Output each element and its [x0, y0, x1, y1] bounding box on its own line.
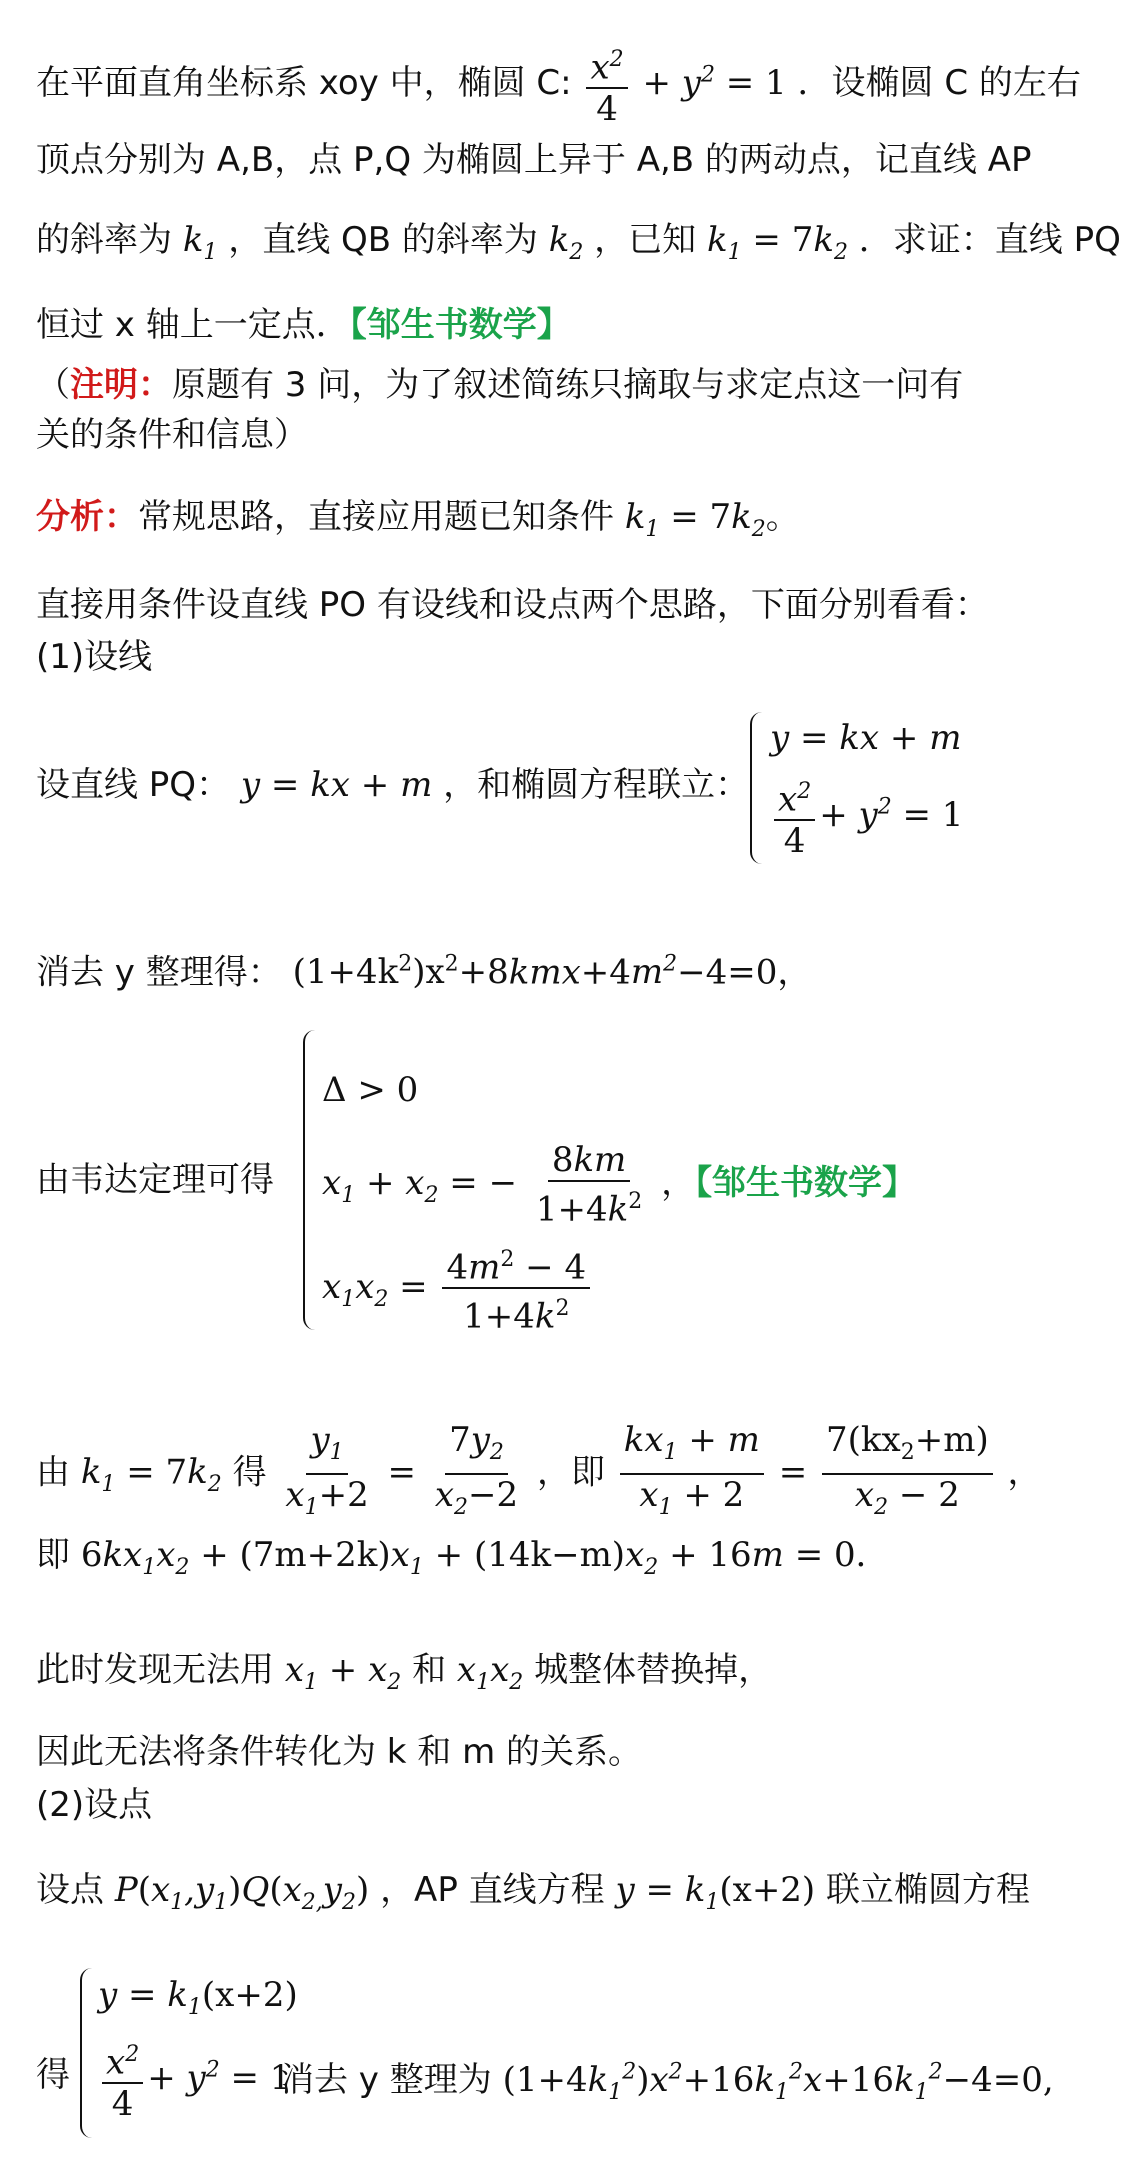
derive-line: 由 $k_1 = 7k_2$ 得 $\frac{y_1}{x_1+2}$ = $\frac{7y_2}{x_2-2}$ ，即 $\frac{kx_1 + m}{x_1 + 2}$ = $\frac{7(kx_2+m)}{x_2 - 2}$ ， [36, 1420, 1042, 1520]
therefore-line: 因此无法将条件转化为 k 和 m 的关系。 [36, 1732, 643, 1772]
ellipse-fraction: $\frac{x^2}{4}$ [586, 40, 627, 129]
system-brace [750, 712, 766, 864]
step-text: ，AP 直线方程 [380, 1870, 605, 1910]
brand-label: 【邹生书数学】 [349, 305, 571, 345]
vieta-eq-2: $x_1 + x_2$ = − $\frac{8km}{1+4k^2}$ ，【邹生书数学】 [322, 1140, 917, 1230]
approach-intro: 直接用条件设直线 PO 有设线和设点两个思路，下面分别看看： [36, 585, 989, 625]
part-2-heading: (2)设点 [36, 1785, 153, 1825]
final-eliminate: 消去 y 整理为 $(1+4k_1^2)x^2+16k_1^2x+16k_1^2-4=0$, [280, 2059, 1054, 2105]
problem-text: 恒过 x 轴上一定点． [36, 305, 350, 345]
step-text: 得 [36, 2055, 70, 2095]
step-text: 此时发现无法用 [36, 1650, 274, 1690]
problem-line-1: 在平面直角坐标系 xoy 中，椭圆 C: $\frac{x^2}{4}$ + $y^2 = 1$ ．设椭圆 C 的左右 [36, 40, 1060, 129]
step-text: 联立椭圆方程 [826, 1870, 1031, 1910]
part-1-heading: (1)设线 [36, 637, 153, 677]
problem-text: 的斜率为 [36, 220, 172, 260]
vieta-eq-1: Δ > 0 [322, 1070, 419, 1110]
set-line-pq: 设直线 PQ： y = kx + m ，和椭圆方程联立： [36, 765, 750, 805]
analysis-text: 常规思路，直接应用题已知条件 [138, 497, 614, 537]
step-text: 设直线 PQ： [36, 765, 231, 805]
step-text: 得 [232, 1452, 267, 1493]
problem-text: ，直线 QB 的斜率为 [228, 220, 538, 260]
problem-line-4 [36, 305, 1060, 345]
note-label: 注明： [70, 365, 172, 405]
step-text: 消去 y 整理为 [280, 2060, 492, 2100]
problem-text: ．求证：直线 PQ [858, 220, 1121, 260]
analysis-label: 分析： [36, 497, 138, 537]
note-text: 原题有 3 问，为了叙述简练只摘取与求定点这一问有 [172, 365, 964, 405]
system-eq-2: $\frac{x^2}{4}$ + $y^2 = 1$ [770, 772, 963, 861]
brand-label-2: 【邹生书数学】 [695, 1163, 917, 1204]
note-paren: （ [36, 365, 70, 405]
expanded-line: 即 $6kx_1x_2 + (7m+2k)x_1 + (14k-m)x_2 + 16m = 0$． [36, 1535, 890, 1580]
step-text: 即 [36, 1535, 70, 1575]
problem-text: ，已知 [594, 220, 697, 260]
step-text: 由韦达定理可得 [36, 1160, 274, 1200]
step-text: 和 [412, 1650, 447, 1690]
note-line-1 [36, 365, 1060, 405]
step-text: 即 [570, 1452, 605, 1493]
system-eq-1: y = kx + m [770, 718, 962, 758]
found-line: 此时发现无法用 $x_1 + x_2$ 和 $x_1x_2$ 城整体替换掉， [36, 1650, 773, 1695]
analysis-line: 分析：常规思路，直接应用题已知条件 $k_1 = 7k_2$。 [36, 497, 800, 542]
step-text: 城整体替换掉， [534, 1650, 773, 1690]
step-text: 设点 [36, 1870, 104, 1910]
set-point-line: 设点 $P(x_1,y_1)Q(x_{2,}y_2)$ ，AP 直线方程 $y = k_1(x+2)$ 联立椭圆方程 [36, 1870, 1031, 1915]
final-eq-1: $y = k_1(x+2)$ [98, 1975, 298, 2020]
vieta-brace [303, 1030, 319, 1330]
step-text: 消去 y 整理得： [36, 952, 282, 993]
problem-text: 在平面直角坐标系 xoy 中，椭圆 C: [36, 63, 572, 104]
problem-line-2: 顶点分别为 A,B，点 P,Q 为椭圆上异于 A,B 的两动点，记直线 AP [36, 140, 1032, 180]
problem-line-3: 的斜率为 $k_1$ ，直线 QB 的斜率为 $k_2$ ，已知 $k_1 = 7k_2$ ．求证：直线 PQ [36, 220, 1121, 265]
eliminate-line: 消去 y 整理得： $(1+4k^2)x^2+8kmx+4m^2-4=0$， [36, 952, 812, 993]
step-text: ，和椭圆方程联立： [443, 765, 750, 805]
final-brace [80, 1968, 96, 2138]
step-text: 由 [36, 1452, 70, 1493]
note-line-2: 关的条件和信息） [36, 415, 308, 455]
vieta-eq-3: $x_1x_2$ = $\frac{4m^2 - 4}{1+4k^2}$ [322, 1240, 594, 1337]
problem-text: ．设椭圆 C 的左右 [797, 63, 1081, 104]
final-eq-2: $\frac{x^2}{4}$ + $y^2 = 1$ [98, 2035, 291, 2124]
